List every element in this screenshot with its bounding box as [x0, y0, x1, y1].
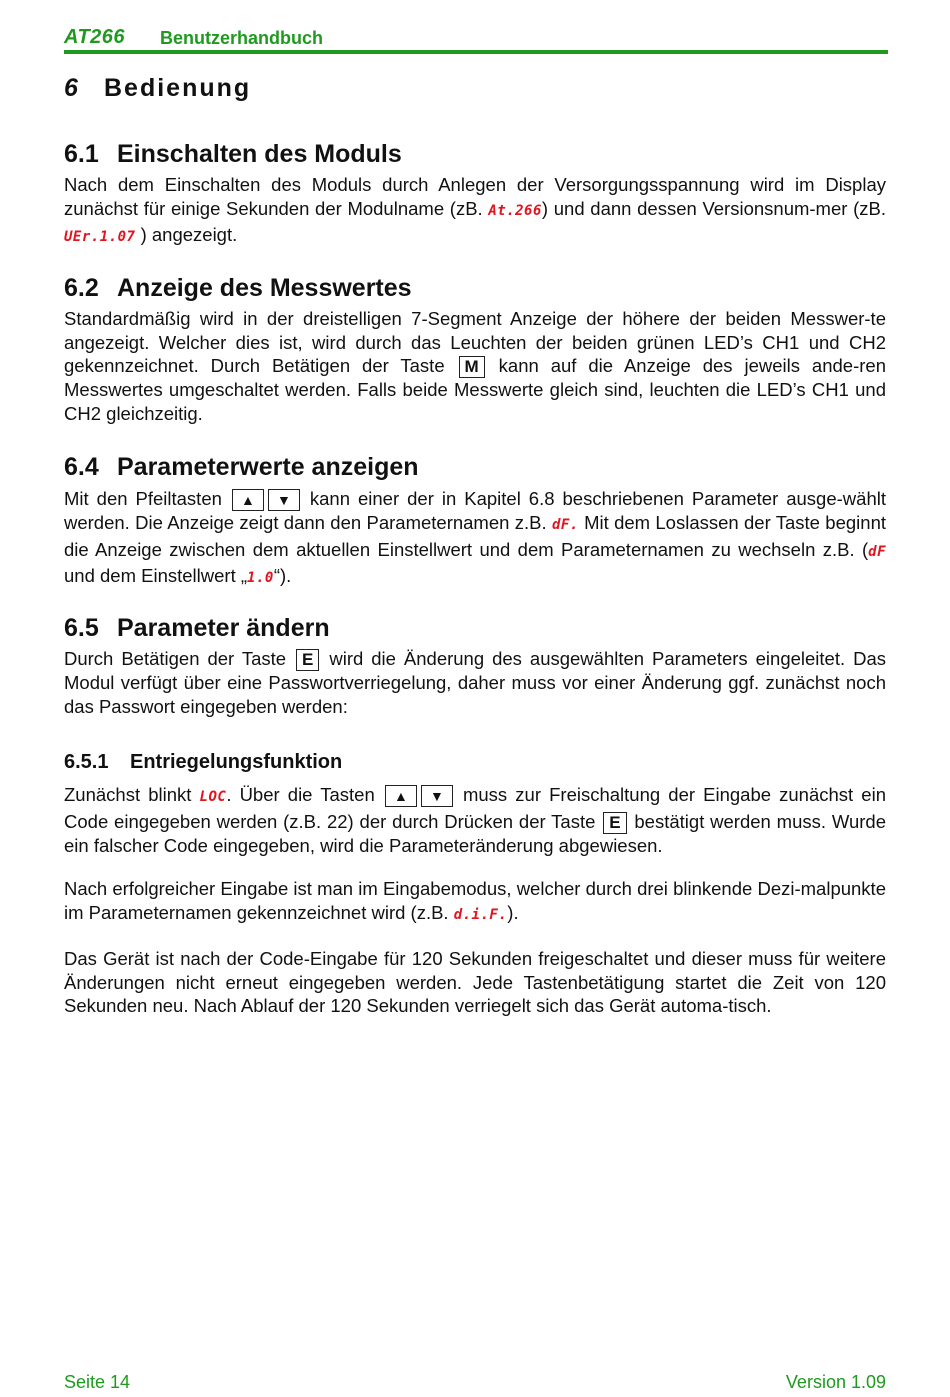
display-lock: LOC	[199, 789, 227, 805]
key-down-icon: ▼	[268, 489, 300, 511]
text: wird die Änderung des ausgewählten Parameters eingeleitet. Das Modul verfügt über eine Passwortverriegelung, daher muss vor einer Änderung ggf. zunächst noch das Passwort eingegeben werden:	[64, 648, 886, 717]
section-6-2-text	[64, 307, 886, 425]
section-6-5-1-text-2	[64, 877, 886, 927]
page-footer	[64, 1372, 886, 1393]
version-label: Version 1.09	[785, 1372, 886, 1392]
text: muss zur Freischaltung der Eingabe zunächst ein Code eingegeben werden (z.B. 22) der durch Drücken der Taste	[64, 784, 886, 832]
section-6-1-text	[64, 173, 886, 250]
section-number: 6.1	[64, 140, 99, 168]
text: “).	[273, 565, 292, 587]
text: ) und dann dessen Versionsnum-mer (zB.	[541, 197, 886, 219]
display-param-name: dF	[868, 543, 886, 560]
display-param-value: 1.0	[247, 570, 274, 587]
text: Standardmäßig wird in der dreistelligen 7-Segment Anzeige der höhere der beiden Messwer-te angezeigt. Welcher dies ist, wird durch das Leuchten der beiden grünen LED’s CH1 und CH2 gekennzeichnet. Durch Betätigen der Taste	[64, 308, 886, 377]
display-module-name: At.266	[488, 202, 542, 219]
header-rule	[64, 50, 888, 54]
text: Mit den Pfeiltasten	[64, 488, 230, 509]
text: Nach erfolgreicher Eingabe ist man im Eingabemodus, welcher durch drei blinkende Dezi-malpunkte im Parameternamen gekennzeichnet wird (z.B.	[64, 878, 886, 923]
text: bestätigt werden muss. Wurde ein falscher Code eingegeben, wird die Parameteränderung abgewiesen.	[64, 810, 886, 856]
section-number: 6.5	[64, 614, 99, 642]
key-up-icon: ▲	[385, 785, 417, 807]
section-6-2-heading	[64, 274, 412, 303]
section-number: 6.4	[64, 453, 99, 481]
text: . Über die Tasten	[226, 784, 383, 805]
section-6-1-heading	[64, 140, 402, 169]
chapter-title: Bedienung	[104, 74, 252, 102]
text: Nach dem Einschalten des Moduls durch Anlegen der Versorgungsspannung wird im Display zunächst für einige Sekunden der Modulname (zB.	[64, 174, 886, 219]
key-down-icon: ▼	[421, 785, 453, 807]
text: kann einer der in Kapitel 6.8 beschriebenen Parameter ausge-wählt werden. Die Anzeige zeigt dann den Parameternamen z.B.	[64, 488, 886, 533]
section-title: Anzeige des Messwertes	[117, 274, 412, 302]
section-number: 6.2	[64, 274, 99, 302]
display-edit-mode: d.i.F.	[453, 906, 508, 923]
section-title: Parameterwerte anzeigen	[117, 453, 419, 481]
brand-logo: AT266	[64, 26, 126, 48]
text: Mit dem Loslassen der Taste beginnt die Anzeige zwischen dem aktuellen Einstellwert und dem Parameternamen zu wechseln z.B. (	[64, 512, 886, 560]
text: kann auf die Anzeige des jeweils ande-ren Messwertes umgeschaltet werden. Falls beide Messwerte gleich sind, leuchten die LED’s CH1 und CH2 gleichzeitig.	[64, 355, 886, 424]
manual-page	[64, 0, 886, 1397]
section-title: Einschalten des Moduls	[117, 140, 402, 168]
section-6-5-heading	[64, 614, 330, 643]
page-number: Seite 14	[64, 1372, 131, 1392]
section-6-5-1-text-1	[64, 783, 886, 857]
section-number: 6.5.1	[64, 751, 109, 773]
key-m: M	[459, 356, 485, 378]
chapter-heading	[64, 74, 251, 103]
text: ).	[507, 901, 519, 923]
section-6-4-text	[64, 487, 886, 591]
text: Durch Betätigen der Taste	[64, 648, 295, 669]
section-title: Parameter ändern	[117, 614, 330, 642]
section-6-5-text	[64, 647, 886, 718]
display-param-name: dF.	[551, 517, 579, 533]
key-e: E	[296, 649, 319, 671]
page-header	[64, 26, 886, 52]
text: ) angezeigt.	[135, 224, 238, 246]
text: und dem Einstellwert „	[64, 565, 248, 587]
key-e: E	[603, 812, 626, 834]
key-up-icon: ▲	[232, 489, 264, 511]
text: Zunächst blinkt	[64, 784, 200, 805]
section-6-5-1-heading	[64, 751, 342, 774]
display-version: UEr.1.07	[64, 229, 136, 246]
section-title: Entriegelungsfunktion	[130, 751, 343, 773]
section-6-4-heading	[64, 453, 419, 482]
section-6-5-1-text-3: Das Gerät ist nach der Code-Eingabe für 120 Sekunden freigeschaltet und dieser muss für weitere Änderungen nicht erneut eingegeben werden. Jede Tastenbetätigung startet die Zeit von 120 Sekunden neu. Nach Ablauf der 120 Sekunden verriegelt sich das Gerät automa-tisch.	[64, 948, 886, 1017]
header-title: Benutzerhandbuch	[160, 28, 324, 48]
chapter-number: 6	[64, 74, 80, 102]
